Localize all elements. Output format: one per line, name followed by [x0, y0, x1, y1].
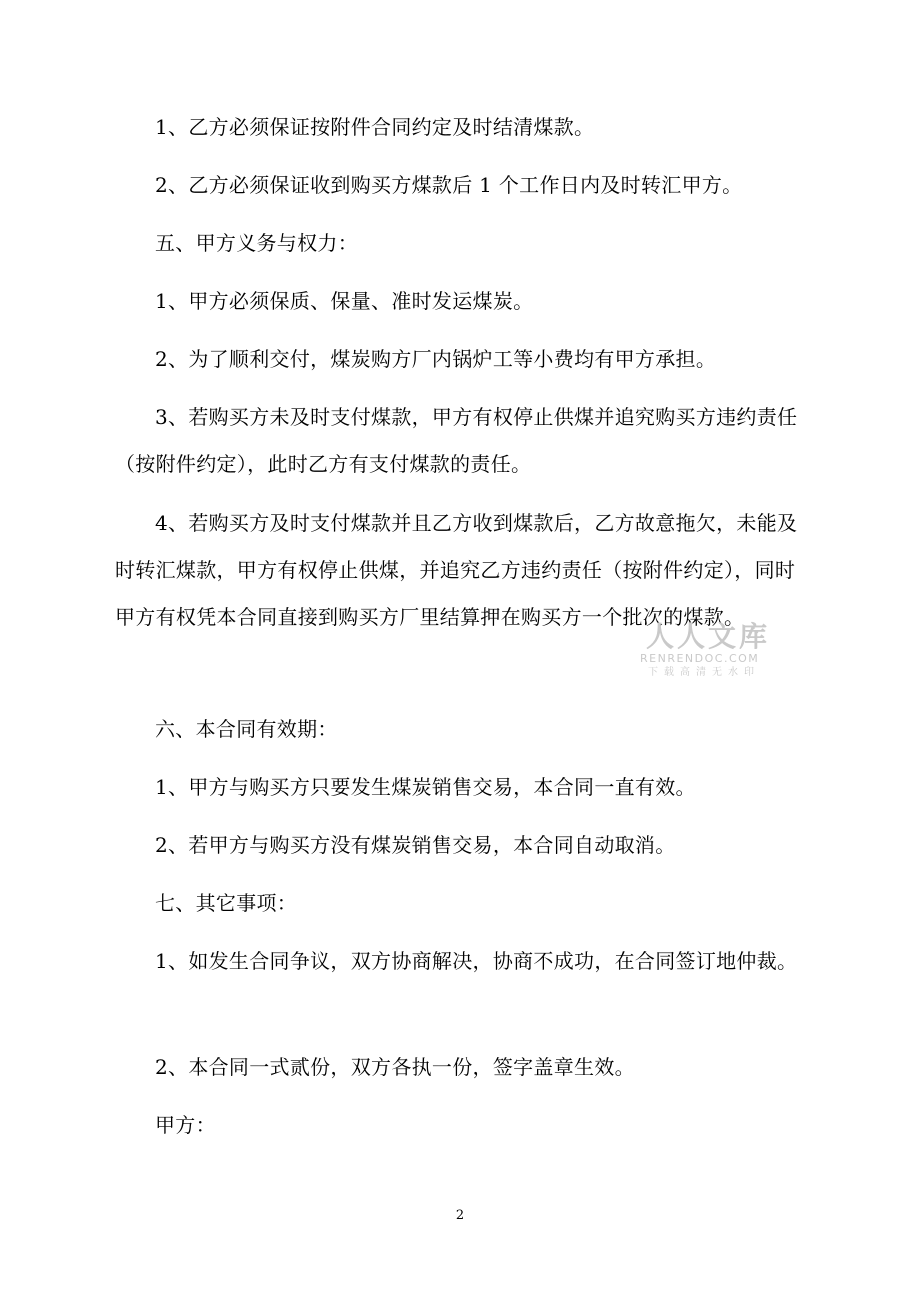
paragraph-party-a-4: 4、若购买方及时支付煤款并且乙方收到煤款后，乙方故意拖欠，未能及时转汇煤款，甲方有权停止供煤，并追究乙方违约责任（按附件约定），同时甲方有权凭本合同直接到购买方厂里结算押在购买方一个批次的煤款。 — [115, 511, 798, 629]
party-a-signature-label: 甲方： — [155, 1113, 216, 1137]
paragraph-obligation-1: 1、乙方必须保证按附件合同约定及时结清煤款。 — [155, 115, 595, 139]
section-heading-five: 五、甲方义务与权力： — [155, 231, 358, 255]
section-heading-seven: 七、其它事项： — [155, 891, 298, 915]
watermark-title: 人人文库 — [646, 620, 771, 653]
paragraph-party-a-3: 3、若购买方未及时支付煤款，甲方有权停止供煤并追究购买方违约责任（按附件约定），此时乙方有支付煤款的责任。 — [115, 405, 798, 476]
paragraph-validity-1: 1、甲方与购买方只要发生煤炭销售交易，本合同一直有效。 — [155, 775, 696, 799]
paragraph-party-a-1: 1、甲方必须保质、保量、准时发运煤炭。 — [155, 289, 534, 313]
paragraph-party-a-2: 2、为了顺利交付，煤炭购方厂内锅炉工等小费均有甲方承担。 — [155, 347, 717, 371]
paragraph-obligation-2: 2、乙方必须保证收到购买方煤款后 1 个工作日内及时转汇甲方。 — [155, 173, 743, 197]
paragraph-validity-2: 2、若甲方与购买方没有煤炭销售交易，本合同自动取消。 — [155, 833, 676, 857]
page-number: 2 — [455, 1208, 465, 1223]
paragraph-other-2: 2、本合同一式贰份，双方各执一份，签字盖章生效。 — [155, 1055, 635, 1079]
paragraph-other-1: 1、如发生合同争议，双方协商解决，协商不成功，在合同签订地仲裁。 — [155, 949, 798, 973]
watermark-subtitle: 下载高清无水印 — [648, 667, 760, 678]
watermark-url: RENRENDOC.COM — [640, 652, 760, 665]
section-heading-six: 六、本合同有效期： — [155, 717, 338, 741]
